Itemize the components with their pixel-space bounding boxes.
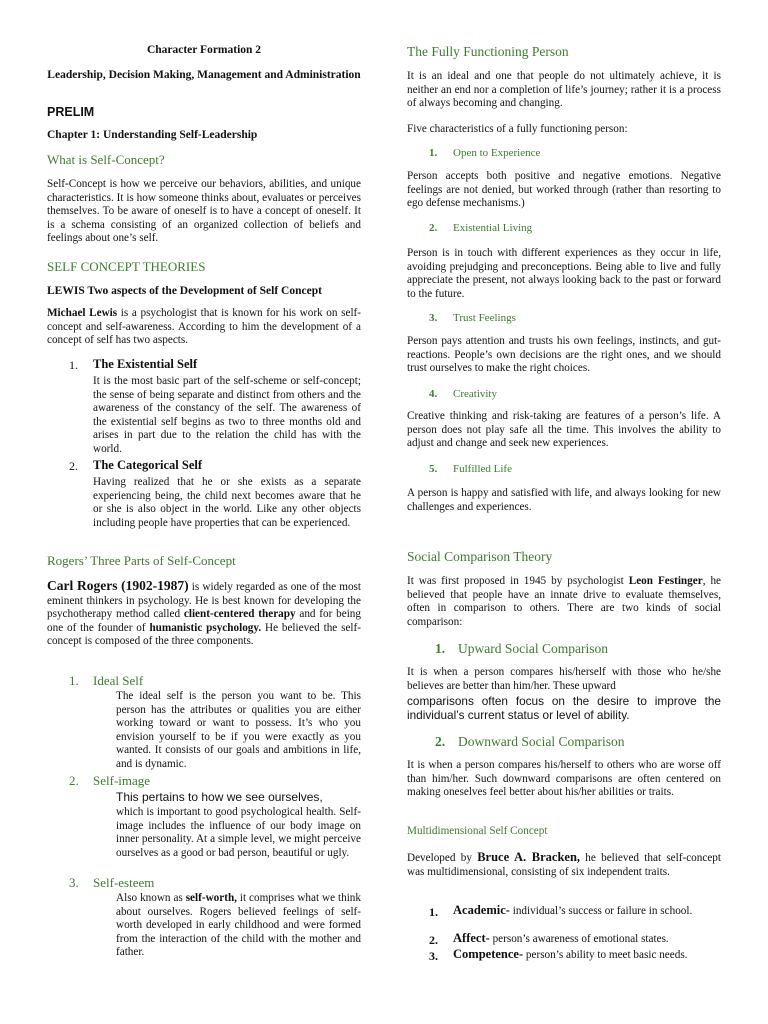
rogers-item-2-number: 2.	[69, 773, 79, 788]
rogers-item-3-number: 3.	[69, 875, 79, 890]
ffp-item-5-number: 5.	[429, 463, 438, 475]
fully-functioning-heading: The Fully Functioning Person	[407, 44, 569, 59]
ffp-item-4-text: Creative thinking and risk-taking are features of a person’s life. A person does not play safe all the time. This involves the ability to adjust and change and seek new experiences.	[407, 410, 721, 450]
ffp-item-5-title: Fulfilled Life	[453, 463, 512, 475]
upward-number: 1.	[435, 641, 446, 656]
self-concept-definition: Self-Concept is how we perceive our behaviors, abilities, and unique characteristics. It is how someone thinks about, evaluates or perceives themselves. To be aware of oneself is to have a concept of oneself. It is a schema consisting of an organized collection of beliefs and feelings about one’s self.	[47, 178, 361, 245]
rogers-name: Carl Rogers (1902-1987)	[47, 578, 189, 593]
ffp-paragraph: It is an ideal and one that people do not ultimately achieve, it is neither an end nor a completion of life’s journey; rather it is a process of always becoming and changing.	[407, 70, 721, 110]
ffp-item-1-number: 1.	[429, 147, 438, 159]
msc-item-1-number: 1.	[429, 905, 438, 919]
downward-title: Downward Social Comparison	[458, 734, 625, 749]
rogers-item-3-title: Self-esteem	[93, 875, 155, 890]
ffp-item-1-title: Open to Experience	[453, 147, 541, 159]
social-comparison-heading: Social Comparison Theory	[407, 549, 553, 564]
msc-paragraph: Developed by Bruce A. Bracken, he believed that self-concept was multidimensional, consisting of six independent traits.	[407, 850, 721, 878]
ffp-item-2-text: Person is in touch with different experiences as they occur in life, avoiding prejudging and preconceptions. Being able to live and fully appreciate the present, not always looking back to the past or forward to the future.	[407, 247, 721, 300]
ffp-item-5-text: A person is happy and satisfied with life, and always looking for new challenges and experiences.	[407, 487, 721, 513]
lewis-item-1-text: It is the most basic part of the self-scheme or self-concept; the sense of being separate and distinct from others and the awareness of the constancy of the self. The awareness of the existential self begins as two to three months old and arises in part due to the relation the child has with the world.	[93, 375, 361, 455]
lewis-item-1-title: The Existential Self	[93, 357, 198, 371]
msc-item-1: Academic- individual’s success or failure in school.	[453, 903, 693, 917]
ffp-item-3-text: Person pays attention and trusts his own feelings, instincts, and gut-reactions. People’s own decisions are the right ones, and we should trust ourselves to make the right choices.	[407, 335, 721, 375]
multidimensional-heading: Multidimensional Self Concept	[407, 825, 548, 837]
ffp-item-3-title: Trust Feelings	[453, 312, 516, 324]
festinger-name: Leon Festinger	[628, 575, 703, 587]
rogers-item-1-title: Ideal Self	[93, 673, 144, 688]
doc-subtitle: Leadership, Decision Making, Management and Administration	[47, 69, 361, 81]
ffp-item-4-number: 4.	[429, 388, 438, 400]
upward-title: Upward Social Comparison	[458, 641, 608, 656]
rogers-item-1-number: 1.	[69, 673, 79, 688]
downward-number: 2.	[435, 734, 446, 749]
msc-item-2-number: 2.	[429, 933, 438, 947]
msc-item-3: Competence- person’s ability to meet basic needs.	[453, 947, 688, 961]
rogers-item-3-text: Also known as self-worth, it comprises what we think about ourselves. Rogers believed feelings of self-worth developed in early childhood and were formed from the interaction of the child with the mother and father.	[116, 892, 361, 959]
doc-title: Character Formation 2	[146, 44, 262, 56]
msc-item-2: Affect- person’s awareness of emotional states.	[453, 931, 669, 945]
lewis-item-1-number: 1.	[69, 358, 78, 372]
rogers-item-2-text: which is important to good psychological health. Self-image includes the influence of our body image on inner personality. At a simple level, we might perceive ourselves as a good or bad person, beautiful or ugly.	[116, 806, 361, 859]
upward-text: It is when a person compares his/herself with those who he/she believes are better than him/her. These upward	[407, 666, 721, 692]
lewis-item-2-title: The Categorical Self	[93, 458, 203, 472]
rogers-item-2-title: Self-image	[93, 773, 151, 788]
what-is-self-concept-heading: What is Self-Concept?	[47, 152, 165, 167]
lewis-name: Michael Lewis	[47, 307, 118, 319]
msc-item-3-number: 3.	[429, 949, 438, 963]
sct-paragraph: It was first proposed in 1945 by psychologist Leon Festinger, he believed that people have an innate drive to evaluate themselves, often in comparison to others. There are two kinds of social comparison:	[407, 575, 722, 628]
lewis-item-2-number: 2.	[69, 459, 78, 473]
ffp-item-1-text: Person accepts both positive and negative emotions. Negative feelings are not denied, but worked through (rather than resorting to ego defense mechanisms.)	[407, 170, 721, 210]
chapter-heading: Chapter 1: Understanding Self-Leadership	[47, 129, 258, 141]
rogers-item-2-text-lead: This pertains to how we see ourselves,	[116, 790, 323, 804]
theories-heading: SELF CONCEPT THEORIES	[47, 259, 206, 274]
ffp-item-2-title: Existential Living	[453, 222, 533, 234]
bracken-name: Bruce A. Bracken,	[477, 850, 581, 864]
downward-text: It is when a person compares his/herself to others who are worse off than him/her. Such downward comparisons are often centered on making oneselves feel better about his/her abilities or traits.	[407, 759, 721, 799]
rogers-heading: Rogers’ Three Parts of Self-Concept	[47, 553, 236, 568]
rogers-item-1-text: The ideal self is the person you want to be. This person has the attributes or qualities you are either working toward or want to possess. It’s who you envision yourself to be if you were exactly as you wanted. It consists of our goals and ambitions in life, and is dynamic.	[116, 690, 361, 770]
lewis-paragraph: Michael Lewis is a psychologist that is known for his work on self-concept and self-awareness. According to him the development of a concept of self has two aspects.	[47, 307, 361, 347]
lewis-heading: LEWIS Two aspects of the Development of Self Concept	[47, 285, 322, 297]
upward-text-continued: comparisons often focus on the desire to improve the individual’s current status or level of ability.	[407, 694, 721, 722]
ffp-intro: Five characteristics of a fully functioning person:	[407, 123, 628, 135]
ffp-item-3-number: 3.	[429, 312, 438, 324]
rogers-paragraph: Carl Rogers (1902-1987) is widely regarded as one of the most eminent thinkers in psychology. He is best known for developing the psychotherapy method called client-centered therapy and for being one of the founder of humanistic psychology. He believed the self-concept is composed of the three components.	[47, 578, 362, 648]
ffp-item-2-number: 2.	[429, 222, 438, 234]
ffp-item-4-title: Creativity	[453, 388, 497, 400]
prelim-label: PRELIM	[47, 105, 95, 119]
lewis-item-2-text: Having realized that he or she exists as a separate experiencing being, the child next becomes aware that he or she is also object in the world. Like any other objects including people have properties that can be experienced.	[93, 476, 361, 529]
